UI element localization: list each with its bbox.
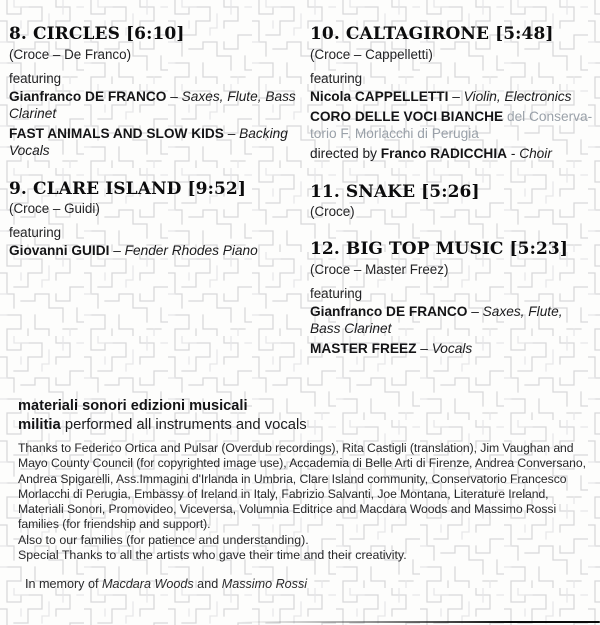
artist-roles: Saxes, Flute, Bass Clarinet [9,88,296,121]
artist-name: Gianfranco DE FRANCO [9,88,167,104]
track-list-left-column [9,25,301,280]
thanks-families-line: Also to our families (for patience and understanding). [18,532,309,547]
artist-roles: Backing Vocals [9,125,288,158]
performer-text: performed all instruments and vocals [60,417,307,433]
dash-separator: – [109,243,125,259]
track-credit: (Croce) [310,204,355,220]
featuring-label: featuring [310,70,363,86]
track-title: 12. BIG TOP MUSIC [5:23] [310,239,568,260]
artist-name: Nicola CAPPELLETTI [310,88,449,104]
thanks-artists-line: Special Thanks to all the artists who gave their time and their creativity. [18,548,407,563]
artist-name: Gianfranco DE FRANCO [310,304,468,320]
track-entry-12 [310,240,596,357]
dash-separator: – [448,88,464,104]
artist-name: Giovanni GUIDI [9,243,110,259]
track-credit: (Croce – De Franco) [9,46,132,62]
track-credit: (Croce – Master Freez) [310,262,449,278]
feature-line [310,340,596,357]
publisher-line: materiali sonori edizioni musicali [18,398,248,414]
artist-roles: Fender Rhodes Piano [124,243,258,259]
artist-name: CORO DELLE VOCI BIANCHE [310,108,504,124]
track-title: 8. CIRCLES [6:10] [9,24,185,44]
band-name: militia [18,417,61,433]
feature-line [9,88,301,122]
memorial-name: Macdara Woods [101,576,194,591]
track-credit: (Croce – Cappelletti) [310,46,433,62]
performer-line [18,417,596,433]
artist-roles: Choir [519,145,552,161]
artist-roles: Violin, Electronics [463,88,572,104]
track-title: 11. SNAKE [5:26] [310,181,480,202]
dash-separator: – [467,304,483,320]
track-entry-10 [310,25,596,162]
track-title: 10. CALTAGIRONE [5:48] [310,24,554,44]
feature-line [310,108,596,142]
dash-separator: – [223,125,240,141]
feature-line [9,242,301,259]
featuring-label: featuring [310,286,363,302]
artist-name: FAST ANIMALS AND SLOW KIDS [9,125,224,141]
memorial-line [25,577,596,591]
featuring-label: featuring [9,70,62,86]
artist-name: Franco RADICCHIA [380,145,508,161]
feature-line [310,88,596,105]
artist-roles: Saxes, Flute, Bass Clarinet [310,304,563,337]
scan-edge-artifact [240,621,600,623]
track-entry-9 [9,180,301,260]
artist-roles: Vocals [431,341,473,357]
dash-separator: - [507,145,520,161]
dash-separator: – [416,341,432,357]
dash-separator: – [166,88,182,104]
feature-line [9,125,301,159]
credits-footer [18,398,596,591]
track-entry-11 [310,183,596,220]
track-title: 9. CLARE ISLAND [9:52] [9,178,246,199]
feature-line [310,303,596,337]
memorial-join: and [193,576,222,591]
artist-name: MASTER FREEZ [310,341,417,357]
memorial-name: Massimo Rossi [221,576,308,591]
thanks-paragraph: Thanks to Federico Ortica and Pulsar (Overdub recordings), Rita Castigli (translation), Jim Vaughan and Mayo County Council (for copyrighted image use), Accademia di Belle Arti di Firenze, Andrea Conversano, Andrea Spigarelli, Ass.Immagini d'Irlanda in Umbria, Clare Island community, Conservatorio Francesco Morlacchi di Perugia, Embassy of Ireland in Italy, Fabrizio Salvanti, Joe Montana, Literature Ireland, Materiali Sonori, Promovideo, Viceversa, Volumnia Editrice and Macdara Woods and Massimo Rossi families (for friendship and support). [18,441,586,532]
track-entry-8 [9,25,301,159]
track-list-right-column [310,25,596,378]
memorial-prefix: In memory of [25,576,102,591]
ensemble-affiliation: del Conservatorio F. Morlacchi di Perugia [310,108,593,141]
featuring-label: featuring [9,225,62,241]
feature-line [310,145,596,162]
track-credit: (Croce – Guidi) [9,201,100,217]
director-prefix: directed by [310,145,381,161]
